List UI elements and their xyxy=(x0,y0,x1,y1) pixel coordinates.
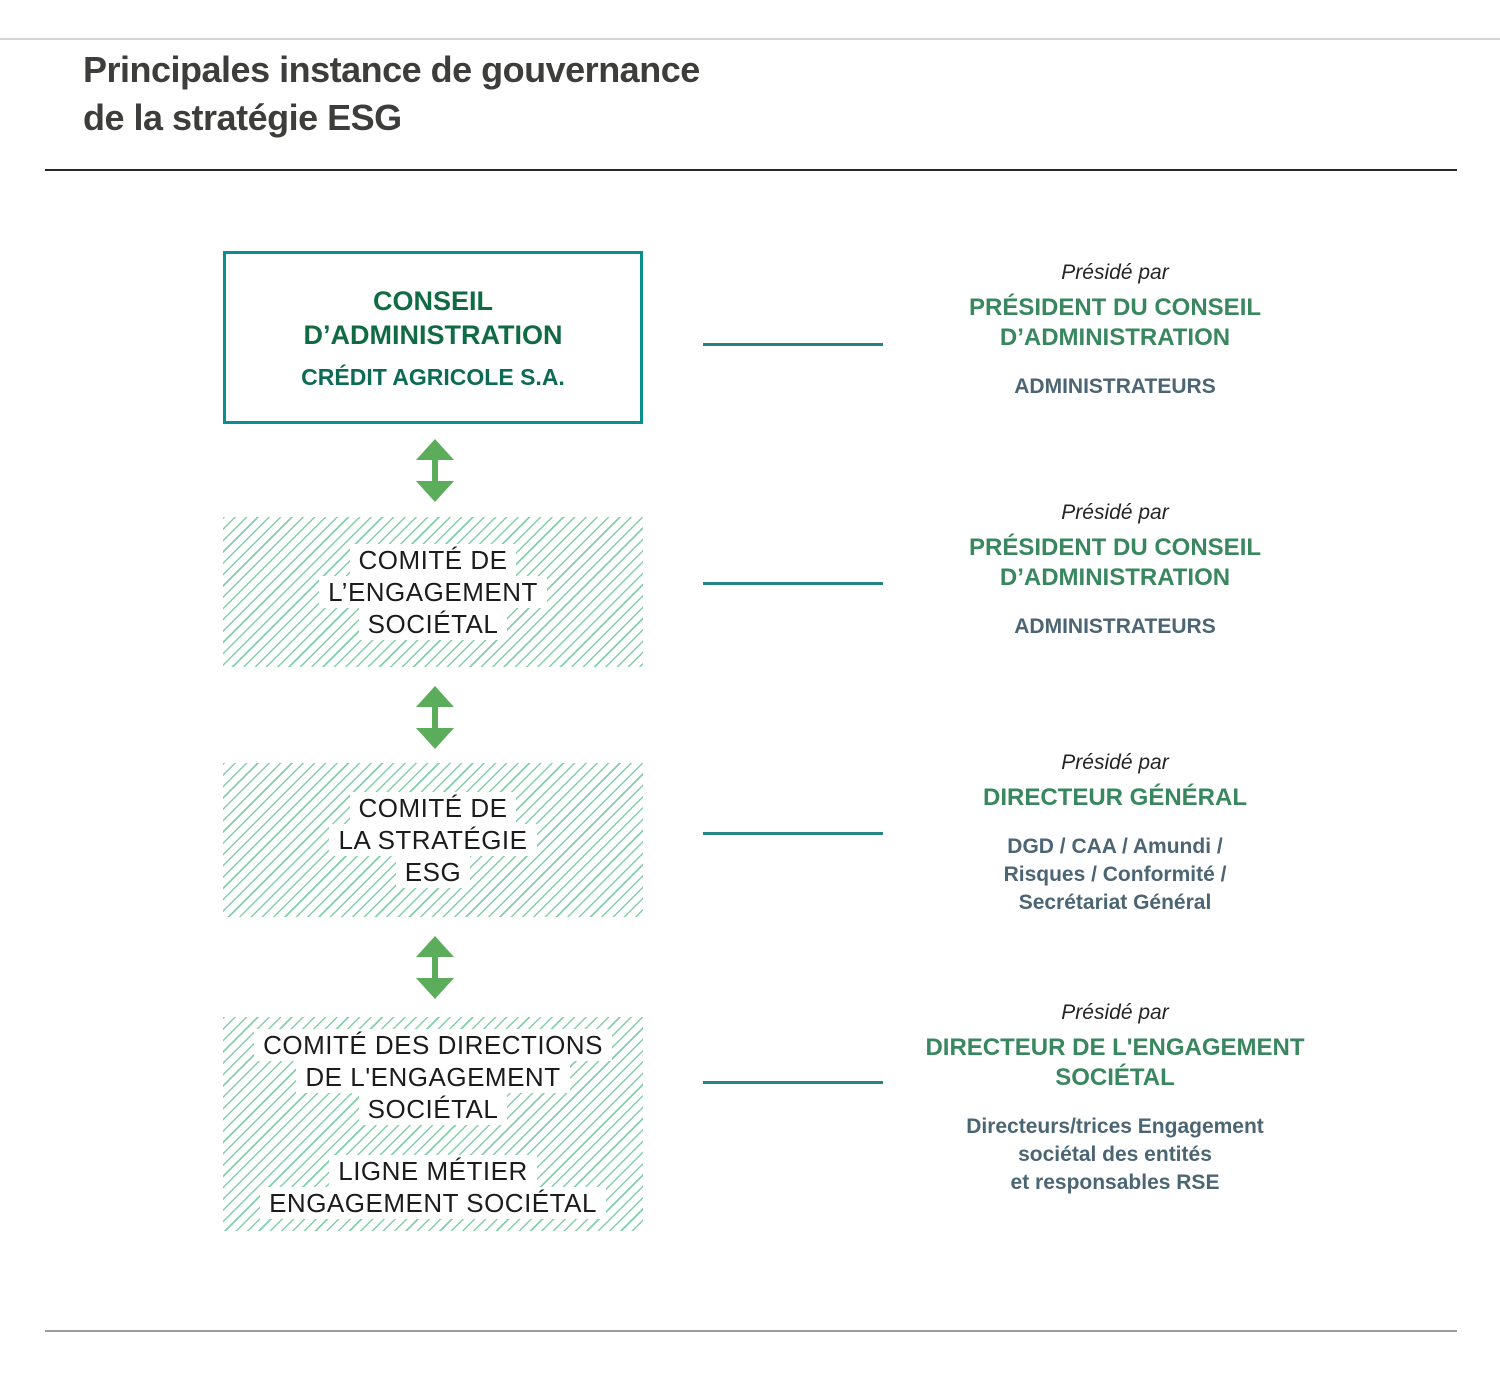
esg-members-line2: Risques / Conformité / xyxy=(1003,863,1227,886)
directions-members xyxy=(890,1113,1340,1197)
esg-members-line1: DGD / CAA / Amundi / xyxy=(1007,835,1223,858)
directions-presided-label: Présidé par xyxy=(1061,1001,1169,1024)
engagement-presided-label: Présidé par xyxy=(1061,501,1169,524)
double-arrow-icon xyxy=(416,936,454,999)
esg-committee-line1: COMITÉ DE xyxy=(350,792,517,824)
directions-leadership-block xyxy=(890,1000,1340,1197)
engagement-committee-line2: L’ENGAGEMENT xyxy=(319,576,547,608)
esg-leadership-block xyxy=(890,750,1340,917)
board-box xyxy=(223,251,643,424)
esg-committee-line2: LA STRATÉGIE xyxy=(329,824,536,856)
directions-committee-line3: SOCIÉTAL xyxy=(359,1093,508,1125)
directions-committee-line4: LIGNE MÉTIER xyxy=(329,1155,536,1187)
directions-chair-line2: SOCIÉTAL xyxy=(1055,1064,1175,1091)
connector-line-board xyxy=(703,343,883,346)
directions-committee-line1: COMITÉ DES DIRECTIONS xyxy=(254,1029,612,1061)
directions-committee-line5: ENGAGEMENT SOCIÉTAL xyxy=(260,1187,606,1219)
connector-line-directions xyxy=(703,1081,883,1084)
esg-chair: DIRECTEUR GÉNÉRAL xyxy=(982,784,1247,811)
engagement-chair xyxy=(890,533,1340,593)
board-name-line2: D’ADMINISTRATION xyxy=(303,320,563,350)
connector-line-esg xyxy=(703,832,883,835)
esg-strategy-committee-box xyxy=(223,763,643,917)
directions-chair-line1: DIRECTEUR DE L'ENGAGEMENT xyxy=(925,1034,1305,1061)
engagement-committee-line3: SOCIÉTAL xyxy=(359,608,508,640)
esg-committee-line3: ESG xyxy=(396,856,470,888)
esg-members xyxy=(890,833,1340,917)
page-title-line2: de la stratégie ESG xyxy=(83,97,402,138)
board-members: ADMINISTRATEURS xyxy=(1014,375,1216,398)
board-organization: CRÉDIT AGRICOLE S.A. xyxy=(301,364,565,390)
page-title xyxy=(83,46,700,142)
directions-committee-line2: DE L'ENGAGEMENT xyxy=(296,1061,569,1093)
board-leadership-block xyxy=(890,260,1340,401)
directions-members-line2: sociétal des entités xyxy=(1018,1143,1212,1166)
top-edge-divider xyxy=(0,38,1500,40)
engagement-members: ADMINISTRATEURS xyxy=(1014,615,1216,638)
board-chair xyxy=(890,293,1340,353)
esg-members-line3: Secrétariat Général xyxy=(1018,891,1212,914)
double-arrow-icon xyxy=(416,686,454,749)
directions-committee-box xyxy=(223,1017,643,1231)
engagement-chair-line1: PRÉSIDENT DU CONSEIL xyxy=(968,534,1262,561)
engagement-chair-line2: D’ADMINISTRATION xyxy=(999,564,1231,591)
engagement-leadership-block xyxy=(890,500,1340,641)
board-name xyxy=(304,284,563,352)
esg-presided-label: Présidé par xyxy=(1061,751,1169,774)
engagement-committee-box xyxy=(223,517,643,667)
board-chair-line1: PRÉSIDENT DU CONSEIL xyxy=(968,294,1262,321)
bottom-divider xyxy=(45,1330,1457,1332)
board-presided-label: Présidé par xyxy=(1061,261,1169,284)
title-divider xyxy=(45,169,1457,171)
directions-members-line3: et responsables RSE xyxy=(1010,1171,1220,1194)
directions-chair xyxy=(890,1033,1340,1093)
directions-members-line1: Directeurs/trices Engagement xyxy=(966,1115,1264,1138)
connector-line-engagement xyxy=(703,582,883,585)
board-chair-line2: D’ADMINISTRATION xyxy=(999,324,1231,351)
double-arrow-icon xyxy=(416,439,454,502)
page-title-line1: Principales instance de gouvernance xyxy=(83,49,700,90)
engagement-committee-line1: COMITÉ DE xyxy=(350,544,517,576)
board-name-line1: CONSEIL xyxy=(372,286,493,316)
